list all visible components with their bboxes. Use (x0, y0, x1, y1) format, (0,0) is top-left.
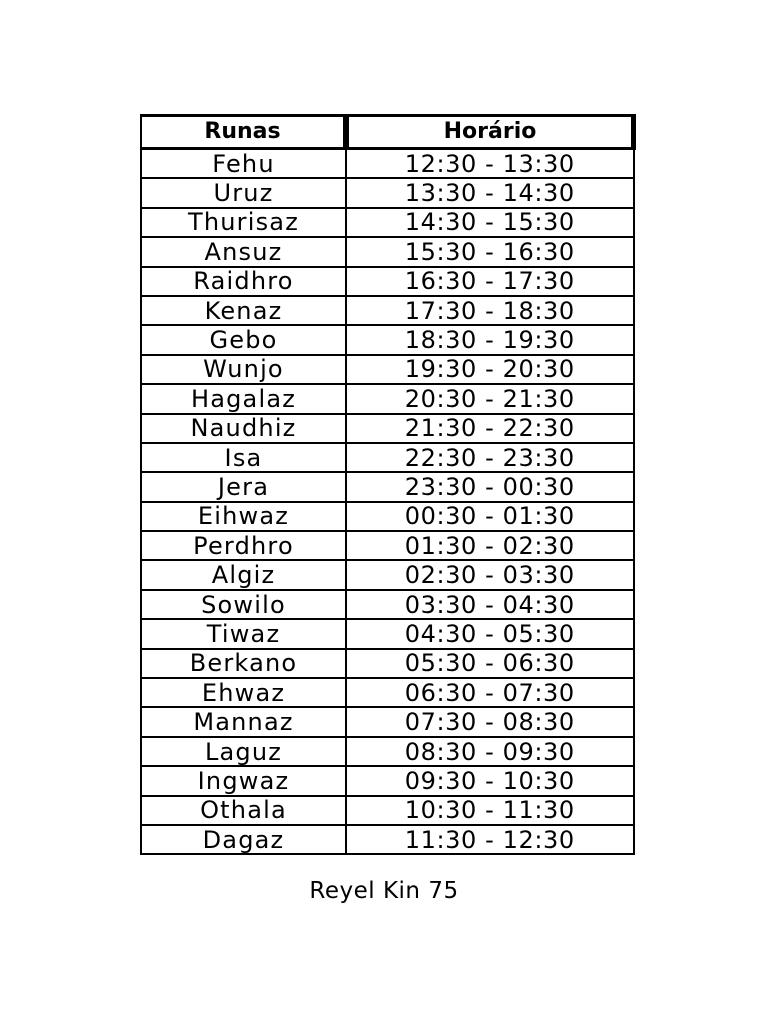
rune-name-cell: Sowilo (141, 590, 346, 619)
time-range-cell: 11:30 - 12:30 (346, 825, 634, 854)
rune-name-cell: Algiz (141, 560, 346, 589)
rune-name-cell: Eihwaz (141, 502, 346, 531)
table-row (141, 149, 634, 179)
time-range-cell: 05:30 - 06:30 (346, 649, 634, 678)
table-row (141, 296, 634, 325)
table-row (141, 560, 634, 589)
time-range-cell: 01:30 - 02:30 (346, 531, 634, 560)
column-header-horario: Horário (346, 116, 634, 149)
time-range-cell: 13:30 - 14:30 (346, 178, 634, 207)
rune-name-cell: Raidhro (141, 267, 346, 296)
time-range-cell: 15:30 - 16:30 (346, 237, 634, 266)
table-row (141, 325, 634, 354)
table-row (141, 766, 634, 795)
time-range-cell: 03:30 - 04:30 (346, 590, 634, 619)
time-range-cell: 10:30 - 11:30 (346, 796, 634, 825)
table-row (141, 472, 634, 501)
rune-name-cell: Ehwaz (141, 678, 346, 707)
table-row (141, 502, 634, 531)
table-row (141, 707, 634, 736)
table-row (141, 414, 634, 443)
table-row (141, 678, 634, 707)
table-row (141, 355, 634, 384)
rune-name-cell: Kenaz (141, 296, 346, 325)
column-header-runas: Runas (141, 116, 346, 149)
table-row (141, 649, 634, 678)
rune-name-cell: Gebo (141, 325, 346, 354)
table-row (141, 531, 634, 560)
time-range-cell: 12:30 - 13:30 (346, 149, 634, 179)
rune-name-cell: Mannaz (141, 707, 346, 736)
table-row (141, 737, 634, 766)
time-range-cell: 21:30 - 22:30 (346, 414, 634, 443)
time-range-cell: 16:30 - 17:30 (346, 267, 634, 296)
rune-name-cell: Berkano (141, 649, 346, 678)
table-row (141, 825, 634, 854)
time-range-cell: 06:30 - 07:30 (346, 678, 634, 707)
time-range-cell: 04:30 - 05:30 (346, 619, 634, 648)
rune-name-cell: Ansuz (141, 237, 346, 266)
rune-schedule-table (140, 114, 636, 855)
time-range-cell: 18:30 - 19:30 (346, 325, 634, 354)
rune-name-cell: Perdhro (141, 531, 346, 560)
time-range-cell: 14:30 - 15:30 (346, 208, 634, 237)
rune-name-cell: Tiwaz (141, 619, 346, 648)
rune-name-cell: Dagaz (141, 825, 346, 854)
time-range-cell: 20:30 - 21:30 (346, 384, 634, 413)
table-row (141, 208, 634, 237)
rune-name-cell: Ingwaz (141, 766, 346, 795)
time-range-cell: 00:30 - 01:30 (346, 502, 634, 531)
time-range-cell: 09:30 - 10:30 (346, 766, 634, 795)
rune-name-cell: Uruz (141, 178, 346, 207)
footer-credit: Reyel Kin 75 (309, 878, 459, 904)
rune-name-cell: Jera (141, 472, 346, 501)
time-range-cell: 07:30 - 08:30 (346, 707, 634, 736)
time-range-cell: 22:30 - 23:30 (346, 443, 634, 472)
table-body (141, 149, 634, 855)
rune-name-cell: Fehu (141, 149, 346, 179)
rune-name-cell: Naudhiz (141, 414, 346, 443)
rune-name-cell: Hagalaz (141, 384, 346, 413)
time-range-cell: 17:30 - 18:30 (346, 296, 634, 325)
time-range-cell: 19:30 - 20:30 (346, 355, 634, 384)
rune-name-cell: Thurisaz (141, 208, 346, 237)
table-row (141, 443, 634, 472)
rune-name-cell: Othala (141, 796, 346, 825)
table-row (141, 237, 634, 266)
time-range-cell: 08:30 - 09:30 (346, 737, 634, 766)
table-row (141, 267, 634, 296)
rune-name-cell: Wunjo (141, 355, 346, 384)
table-row (141, 384, 634, 413)
rune-name-cell: Isa (141, 443, 346, 472)
table-header (141, 116, 634, 149)
time-range-cell: 23:30 - 00:30 (346, 472, 634, 501)
table-row (141, 796, 634, 825)
time-range-cell: 02:30 - 03:30 (346, 560, 634, 589)
table-row (141, 619, 634, 648)
header-row (141, 116, 634, 149)
rune-name-cell: Laguz (141, 737, 346, 766)
table-row (141, 590, 634, 619)
table-row (141, 178, 634, 207)
